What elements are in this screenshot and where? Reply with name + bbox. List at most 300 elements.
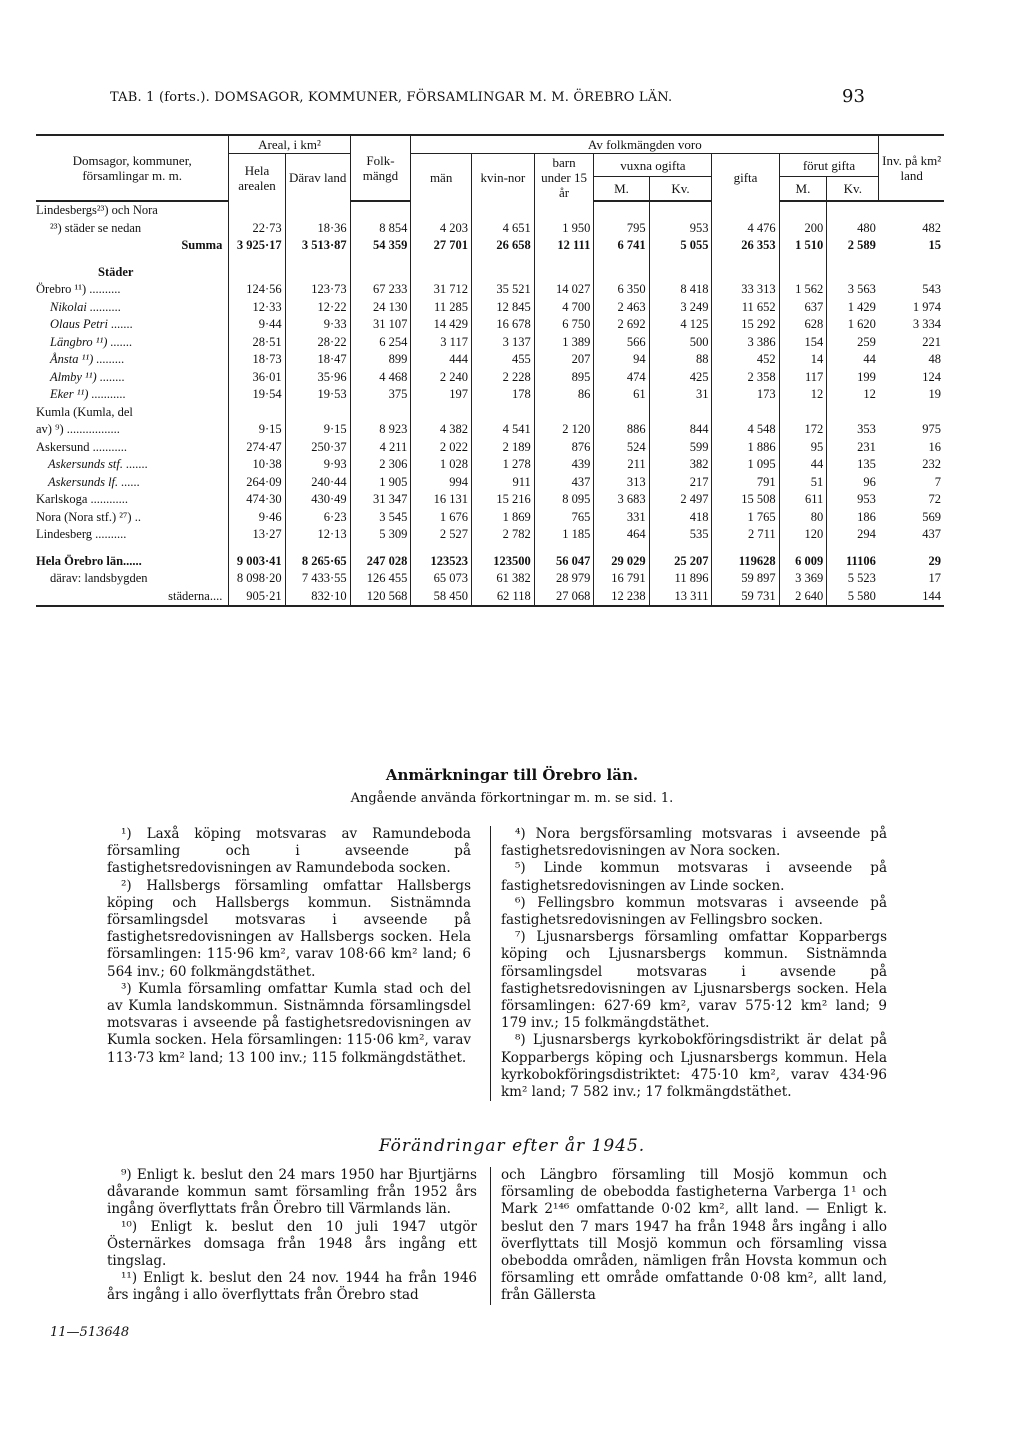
table-cell: 4 476 xyxy=(712,220,779,238)
col-header-barn: barn under 15 år xyxy=(534,154,594,202)
table-cell: 59 731 xyxy=(712,588,779,607)
table-cell xyxy=(879,264,944,282)
table-cell xyxy=(534,404,594,422)
table-cell: 9·44 xyxy=(229,316,285,334)
table-cell xyxy=(649,201,712,220)
row-label: Ånsta ¹¹) ......... xyxy=(50,352,125,367)
table-cell: 886 xyxy=(594,421,649,439)
table-cell: 474·30 xyxy=(229,491,285,509)
table-cell: 88 xyxy=(649,351,712,369)
table-cell: 313 xyxy=(594,474,649,492)
table-cell: 19·54 xyxy=(229,386,285,404)
table-cell: 15 xyxy=(928,238,941,253)
table-cell: 123·73 xyxy=(285,281,350,299)
table-cell: 2 358 xyxy=(712,369,779,387)
table-cell: 36·01 xyxy=(229,369,285,387)
table-cell: 18·73 xyxy=(229,351,285,369)
table-cell-spacer xyxy=(350,544,411,553)
table-cell: 186 xyxy=(827,509,879,527)
col-header-areal: Areal, i km² xyxy=(229,135,350,154)
table-cell: 2 589 xyxy=(827,237,879,255)
table-cell: 11 285 xyxy=(411,299,472,317)
table-cell: 29 xyxy=(928,553,941,568)
footnote-6: ⁶) Fellingsbro kommun motsvaras i avseende på fastighetsredovisningen av Fellingsbro socken. xyxy=(501,894,887,929)
col-header-vuxna: vuxna ogifta xyxy=(594,154,712,177)
table-cell: 1 620 xyxy=(827,316,879,334)
table-cell-spacer xyxy=(534,255,594,264)
row-label: städerna.... xyxy=(36,588,229,607)
table-cell xyxy=(534,264,594,282)
table-cell: 2 306 xyxy=(350,456,411,474)
footnote-7: ⁷) Ljusnarsbergs församling omfattar Kopparbergs köping och Ljusnarsbergs kommun. Sistnämnda församlingsdel motsvaras i avsende på fastighetsredovisningen av Ljusnarsbergs socken. Hela församlingen: 627·69 km², varav 575·12 km² land; 9 179 inv.; 15 folkmängdstäthet. xyxy=(501,929,887,1032)
table-cell: 331 xyxy=(594,509,649,527)
table-cell: 67 233 xyxy=(350,281,411,299)
table-cell: 15 292 xyxy=(712,316,779,334)
table-cell: 637 xyxy=(779,299,827,317)
table-cell: 474 xyxy=(594,369,649,387)
row-label: Eker ¹¹) ........... xyxy=(50,387,126,402)
table-cell: 51 xyxy=(779,474,827,492)
table-cell: 5 055 xyxy=(649,237,712,255)
table-cell: 832·10 xyxy=(285,588,350,607)
footnote-3: ³) Kumla församling omfattar Kumla stad och del av Kumla landskommun. Sistnämnda församlingsdel motsvaras i avseende på fastighetsredovisningen av Kumla socken. Hela församlingen: 115·06 km², varav 113·73 km² land; 13 100 inv.; 115 folkmängdstäthet. xyxy=(107,980,471,1066)
table-cell xyxy=(411,264,472,282)
table-cell: 59 897 xyxy=(712,570,779,588)
table-cell: 895 xyxy=(534,369,594,387)
table-row xyxy=(36,220,944,238)
page-number: 93 xyxy=(842,86,865,107)
table-cell: 117 xyxy=(779,369,827,387)
table-cell xyxy=(712,264,779,282)
table-cell: 11 896 xyxy=(649,570,712,588)
footnote-1: ¹) Laxå köping motsvaras av Ramundeboda församling och i avseende på fastighetsredovisningen av Ramundeboda socken. xyxy=(107,826,471,877)
table-cell: 120 xyxy=(779,526,827,544)
table-cell: 1 886 xyxy=(712,439,779,457)
table-cell: 35·96 xyxy=(285,369,350,387)
table-cell: 911 xyxy=(471,474,534,492)
row-label: Askersunds lf. ...... xyxy=(48,474,141,489)
table-cell: 4 468 xyxy=(350,369,411,387)
table-cell: 12 xyxy=(827,386,879,404)
table-cell: 9 003·41 xyxy=(229,553,285,571)
table-cell: 844 xyxy=(649,421,712,439)
table-cell: 2 022 xyxy=(411,439,472,457)
row-label: Örebro ¹¹) .......... xyxy=(36,282,121,297)
footnotes-right xyxy=(490,826,887,1101)
col-header-kvinnor: kvin-nor xyxy=(471,154,534,202)
table-cell: 8 098·20 xyxy=(229,570,285,588)
table-cell: 953 xyxy=(827,491,879,509)
table-cell: 33 313 xyxy=(712,281,779,299)
table-cell: 199 xyxy=(827,369,879,387)
table-cell: 5 523 xyxy=(827,570,879,588)
table-cell: 8 265·65 xyxy=(285,553,350,571)
table-cell: 14 429 xyxy=(411,316,472,334)
table-cell: 1 278 xyxy=(471,456,534,474)
table-row xyxy=(36,237,944,255)
table-cell: 3 545 xyxy=(350,509,411,527)
table-row xyxy=(36,264,944,282)
table-row xyxy=(36,351,944,369)
table-cell: 18·47 xyxy=(285,351,350,369)
table-cell: 791 xyxy=(712,474,779,492)
footnote-4: ⁴) Nora bergsförsamling motsvaras i avseende på fastighetsredovisningen av Nora socken. xyxy=(501,826,887,860)
table-cell-spacer xyxy=(285,255,350,264)
table-row xyxy=(36,474,944,492)
table-cell: 11106 xyxy=(827,553,879,571)
table-cell xyxy=(350,264,411,282)
table-row xyxy=(36,509,944,527)
table-cell: 6 350 xyxy=(594,281,649,299)
table-cell-spacer xyxy=(36,255,229,264)
table-cell: 994 xyxy=(411,474,472,492)
table-cell: 294 xyxy=(827,526,879,544)
table-cell: 12·13 xyxy=(285,526,350,544)
changes-right xyxy=(490,1167,887,1305)
table-cell: 418 xyxy=(649,509,712,527)
table-cell: 120 568 xyxy=(350,588,411,607)
row-label: Olaus Petri ....... xyxy=(50,317,133,332)
col-header-folkmangd: Folk-mängd xyxy=(350,135,411,201)
table-cell: 16 791 xyxy=(594,570,649,588)
col-header-gifta: gifta xyxy=(712,154,779,202)
table-cell: 569 xyxy=(922,509,941,524)
table-cell: 566 xyxy=(594,334,649,352)
table-cell: 19 xyxy=(928,387,941,402)
table-cell: 13·27 xyxy=(229,526,285,544)
col-header-name: Domsagor, kommuner, församlingar m. m. xyxy=(36,135,229,201)
table-cell-spacer xyxy=(779,255,827,264)
table-cell: 28·51 xyxy=(229,334,285,352)
table-cell: 173 xyxy=(712,386,779,404)
row-label: Städer xyxy=(98,264,134,279)
table-cell: 29 029 xyxy=(594,553,649,571)
row-label: Askersunds stf. ....... xyxy=(48,457,148,472)
table-cell: 217 xyxy=(649,474,712,492)
table-cell: 58 450 xyxy=(411,588,472,607)
table-cell xyxy=(350,404,411,422)
table-cell: 1 765 xyxy=(712,509,779,527)
table-cell: 2 527 xyxy=(411,526,472,544)
row-label: Kumla (Kumla, del xyxy=(36,404,133,419)
table-cell-spacer xyxy=(411,255,472,264)
table-cell xyxy=(827,264,879,282)
table-cell: 119628 xyxy=(712,553,779,571)
page-header: TAB. 1 (forts.). DOMSAGOR, KOMMUNER, FÖRSAMLINGAR M. M. ÖREBRO LÄN. xyxy=(110,90,673,105)
table-cell: 16 678 xyxy=(471,316,534,334)
table-cell: 4 211 xyxy=(350,439,411,457)
row-label: Almby ¹¹) ........ xyxy=(50,369,125,384)
table-cell: 25 207 xyxy=(649,553,712,571)
table-row xyxy=(36,526,944,544)
table-cell xyxy=(712,404,779,422)
table-cell: 6·23 xyxy=(285,509,350,527)
table-cell: 5 309 xyxy=(350,526,411,544)
col-header-forut: förut gifta xyxy=(779,154,879,177)
table-cell xyxy=(779,404,827,422)
table-cell: 28 979 xyxy=(534,570,594,588)
col-header-inv: Inv. på km² land xyxy=(879,135,944,201)
table-cell: 26 658 xyxy=(471,237,534,255)
table-cell: 72 xyxy=(928,492,941,507)
table-cell: 7 433·55 xyxy=(285,570,350,588)
table-cell: 11 652 xyxy=(712,299,779,317)
table-cell xyxy=(471,201,534,220)
table-row xyxy=(36,588,944,607)
table-cell: 452 xyxy=(712,351,779,369)
table-cell: 126 455 xyxy=(350,570,411,588)
table-cell: 124 xyxy=(922,369,941,384)
table-cell: 231 xyxy=(827,439,879,457)
col-header-forut-m: M. xyxy=(779,177,827,201)
table-cell-spacer xyxy=(712,544,779,553)
table-cell: 24 130 xyxy=(350,299,411,317)
table-cell xyxy=(827,404,879,422)
table-cell xyxy=(229,404,285,422)
table-cell xyxy=(229,201,285,220)
table-cell-spacer xyxy=(879,544,944,553)
table-cell: 3 683 xyxy=(594,491,649,509)
change-note-11: ¹¹) Enligt k. beslut den 24 nov. 1944 ha från 1946 års ingång i allo överflyttats från Örebro stad xyxy=(107,1270,477,1304)
table-cell: 94 xyxy=(594,351,649,369)
table-cell: 464 xyxy=(594,526,649,544)
table-cell: 1 905 xyxy=(350,474,411,492)
table-cell: 9·15 xyxy=(229,421,285,439)
table-cell: 247 028 xyxy=(350,553,411,571)
table-cell: 7 xyxy=(934,474,941,489)
table-cell-spacer xyxy=(285,544,350,553)
table-cell-spacer xyxy=(350,255,411,264)
table-cell: 628 xyxy=(779,316,827,334)
table-row xyxy=(36,404,944,422)
table-cell: 154 xyxy=(779,334,827,352)
table-cell-spacer xyxy=(471,544,534,553)
table-cell: 207 xyxy=(534,351,594,369)
table-cell: 18·36 xyxy=(285,220,350,238)
change-note-10: ¹⁰) Enligt k. beslut den 10 juli 1947 utgör Östernärkes domsaga från 1948 års ingång ett tingslag. xyxy=(107,1218,477,1270)
table-cell: 2 120 xyxy=(534,421,594,439)
table-cell xyxy=(229,264,285,282)
table-cell: 4 541 xyxy=(471,421,534,439)
table-cell: 19·53 xyxy=(285,386,350,404)
col-header-man: män xyxy=(411,154,472,202)
table-cell: 543 xyxy=(922,282,941,297)
table-cell: 2 497 xyxy=(649,491,712,509)
table-cell-spacer xyxy=(649,544,712,553)
table-cell: 54 359 xyxy=(350,237,411,255)
table-cell-spacer xyxy=(229,255,285,264)
table-cell: 221 xyxy=(922,334,941,349)
table-cell: 16 131 xyxy=(411,491,472,509)
table-cell: 12 238 xyxy=(594,588,649,607)
row-label: Lindesbergs²³) och Nora xyxy=(36,203,158,218)
table-cell: 240·44 xyxy=(285,474,350,492)
table-cell-spacer xyxy=(712,255,779,264)
table-cell: 975 xyxy=(922,422,941,437)
table-row xyxy=(36,201,944,220)
change-note-9: ⁹) Enligt k. beslut den 24 mars 1950 har Bjurtjärns dåvarande kommun samt församling från 1952 års ingång överflyttats från Örebro till Värmlands län. xyxy=(107,1167,477,1218)
table-cell: 6 009 xyxy=(779,553,827,571)
table-cell: 1 869 xyxy=(471,509,534,527)
table-row xyxy=(36,544,944,553)
table-cell: 1 185 xyxy=(534,526,594,544)
row-label: Hela Örebro län...... xyxy=(36,553,142,568)
table-cell: 14 027 xyxy=(534,281,594,299)
table-cell: 1 095 xyxy=(712,456,779,474)
table-cell: 172 xyxy=(779,421,827,439)
table-cell: 12 111 xyxy=(534,237,594,255)
table-cell: 16 xyxy=(928,439,941,454)
table-cell: 31 xyxy=(649,386,712,404)
row-label: Lindesberg .......... xyxy=(36,527,127,542)
table-cell: 455 xyxy=(471,351,534,369)
table-cell: 795 xyxy=(594,220,649,238)
table-cell: 62 118 xyxy=(471,588,534,607)
table-cell: 4 382 xyxy=(411,421,472,439)
table-cell: 3 563 xyxy=(827,281,879,299)
table-cell: 56 047 xyxy=(534,553,594,571)
change-note-11-cont: och Längbro församling till Mosjö kommun och församling de obebodda fastigheterna Varberga 1¹ och Mark 2¹⁴⁶ omfattande 0·02 km², allt land. — Enligt k. beslut den 7 mars 1947 ha från 1948 års ingång i allo överflyttats till Mosjö kommun och församling vissa obebodda områden, nämligen från Hovsta kommun och församling ett område omfattande 0·08 km², allt land, från Gällersta xyxy=(501,1167,887,1304)
table-cell: 200 xyxy=(779,220,827,238)
table-cell: 15 508 xyxy=(712,491,779,509)
table-cell: 178 xyxy=(471,386,534,404)
table-cell: 17 xyxy=(928,571,941,586)
table-cell: 8 418 xyxy=(649,281,712,299)
table-cell xyxy=(879,404,944,422)
table-cell xyxy=(712,201,779,220)
table-cell: 500 xyxy=(649,334,712,352)
table-row xyxy=(36,421,944,439)
table-cell: 31 347 xyxy=(350,491,411,509)
table-cell: 232 xyxy=(922,457,941,472)
table-cell-spacer xyxy=(649,255,712,264)
table-cell: 480 xyxy=(827,220,879,238)
table-cell: 5 580 xyxy=(827,588,879,607)
table-cell xyxy=(285,201,350,220)
table-cell: 439 xyxy=(534,456,594,474)
table-cell: 353 xyxy=(827,421,879,439)
table-cell xyxy=(594,201,649,220)
row-label: Karlskoga ............ xyxy=(36,492,128,507)
row-label: Nikolai .......... xyxy=(50,299,122,314)
table-cell: 86 xyxy=(534,386,594,404)
table-cell: 765 xyxy=(534,509,594,527)
table-cell: 31 107 xyxy=(350,316,411,334)
table-cell: 3 386 xyxy=(712,334,779,352)
table-cell xyxy=(534,201,594,220)
table-row xyxy=(36,491,944,509)
population-table xyxy=(36,134,944,607)
table-cell: 3 513·87 xyxy=(285,237,350,255)
table-cell: 1 510 xyxy=(779,237,827,255)
table-cell: 144 xyxy=(879,588,944,607)
table-cell: 31 712 xyxy=(411,281,472,299)
table-cell: 197 xyxy=(411,386,472,404)
table-cell: 1 562 xyxy=(779,281,827,299)
table-cell: 8 095 xyxy=(534,491,594,509)
table-cell: 425 xyxy=(649,369,712,387)
table-cell: 382 xyxy=(649,456,712,474)
col-header-hela: Hela arealen xyxy=(229,154,285,202)
notes-subtitle: Angående använda förkortningar m. m. se sid. 1. xyxy=(350,791,674,806)
table-cell: 2 692 xyxy=(594,316,649,334)
table-cell: 2 782 xyxy=(471,526,534,544)
table-cell: 599 xyxy=(649,439,712,457)
changes-left xyxy=(107,1167,477,1305)
table-cell: 26 353 xyxy=(712,237,779,255)
table-cell: 2 189 xyxy=(471,439,534,457)
table-cell: 1 950 xyxy=(534,220,594,238)
col-header-av-folkmangden: Av folkmängden voro xyxy=(411,135,879,154)
table-cell: 6 254 xyxy=(350,334,411,352)
table-cell: 437 xyxy=(534,474,594,492)
table-cell: 1 389 xyxy=(534,334,594,352)
table-cell: 14 xyxy=(779,351,827,369)
table-cell: 61 382 xyxy=(471,570,534,588)
row-label: ²³) städer se nedan xyxy=(50,220,142,235)
footnote-8: ⁸) Ljusnarsbergs kyrkobokföringsdistrikt är delat på Kopparbergs köping och Ljusnarsbergs kommun. Hela kyrkobokföringsdistriktet: 475·10 km², varav 434·96 km² land; 7 582 inv.; 17 folkmängdstäthet. xyxy=(501,1032,887,1101)
table-cell: 876 xyxy=(534,439,594,457)
table-cell: 2 463 xyxy=(594,299,649,317)
table-cell: 8 854 xyxy=(350,220,411,238)
table-cell xyxy=(649,404,712,422)
table-cell: 3 925·17 xyxy=(229,237,285,255)
table-cell: 123523 xyxy=(411,553,472,571)
table-cell: 124·56 xyxy=(229,281,285,299)
table-cell: 3 369 xyxy=(779,570,827,588)
table-cell xyxy=(827,201,879,220)
table-cell: 9·93 xyxy=(285,456,350,474)
table-row xyxy=(36,299,944,317)
table-cell-spacer xyxy=(471,255,534,264)
table-cell: 8 923 xyxy=(350,421,411,439)
table-cell: 27 701 xyxy=(411,237,472,255)
col-header-darav: Därav land xyxy=(285,154,350,202)
table-cell-spacer xyxy=(827,255,879,264)
table-cell-spacer xyxy=(827,544,879,553)
table-cell: 905·21 xyxy=(229,588,285,607)
footnote-5: ⁵) Linde kommun motsvaras i avseende på fastighetsredovisningen av Linde socken. xyxy=(501,860,887,894)
table-cell xyxy=(879,201,944,220)
row-label: Längbro ¹¹) ....... xyxy=(50,334,133,349)
table-cell xyxy=(350,201,411,220)
table-cell: 482 xyxy=(922,220,941,235)
table-cell: 44 xyxy=(827,351,879,369)
table-cell: 3 117 xyxy=(411,334,472,352)
table-cell: 96 xyxy=(827,474,879,492)
table-cell: 3 249 xyxy=(649,299,712,317)
table-cell: 35 521 xyxy=(471,281,534,299)
table-cell xyxy=(471,404,534,422)
table-cell: 274·47 xyxy=(229,439,285,457)
table-cell: 22·73 xyxy=(229,220,285,238)
col-header-vuxna-kv: Kv. xyxy=(649,177,712,201)
row-label: Askersund ........... xyxy=(36,439,127,454)
table-cell-spacer xyxy=(879,255,944,264)
footnote-2: ²) Hallsbergs församling omfattar Hallsbergs köping och Hallsbergs kommun. Sistnämnda församlingsdel motsvaras i avseende på fastighetsredovisningen av Hallsbergs socken. Hela församlingen: 115·96 km², varav 108·66 km² land; 6 564 inv.; 60 folkmängdstäthet. xyxy=(107,877,471,980)
table-row xyxy=(36,316,944,334)
table-cell: 44 xyxy=(779,456,827,474)
table-cell: 4 700 xyxy=(534,299,594,317)
table-cell: 375 xyxy=(350,386,411,404)
row-label: av) ⁹) ................. xyxy=(36,422,120,437)
table-cell-spacer xyxy=(779,544,827,553)
table-body xyxy=(36,201,944,606)
table-cell: 3 334 xyxy=(912,317,941,332)
table-cell xyxy=(779,264,827,282)
table-cell: 899 xyxy=(350,351,411,369)
table-row xyxy=(36,553,944,571)
